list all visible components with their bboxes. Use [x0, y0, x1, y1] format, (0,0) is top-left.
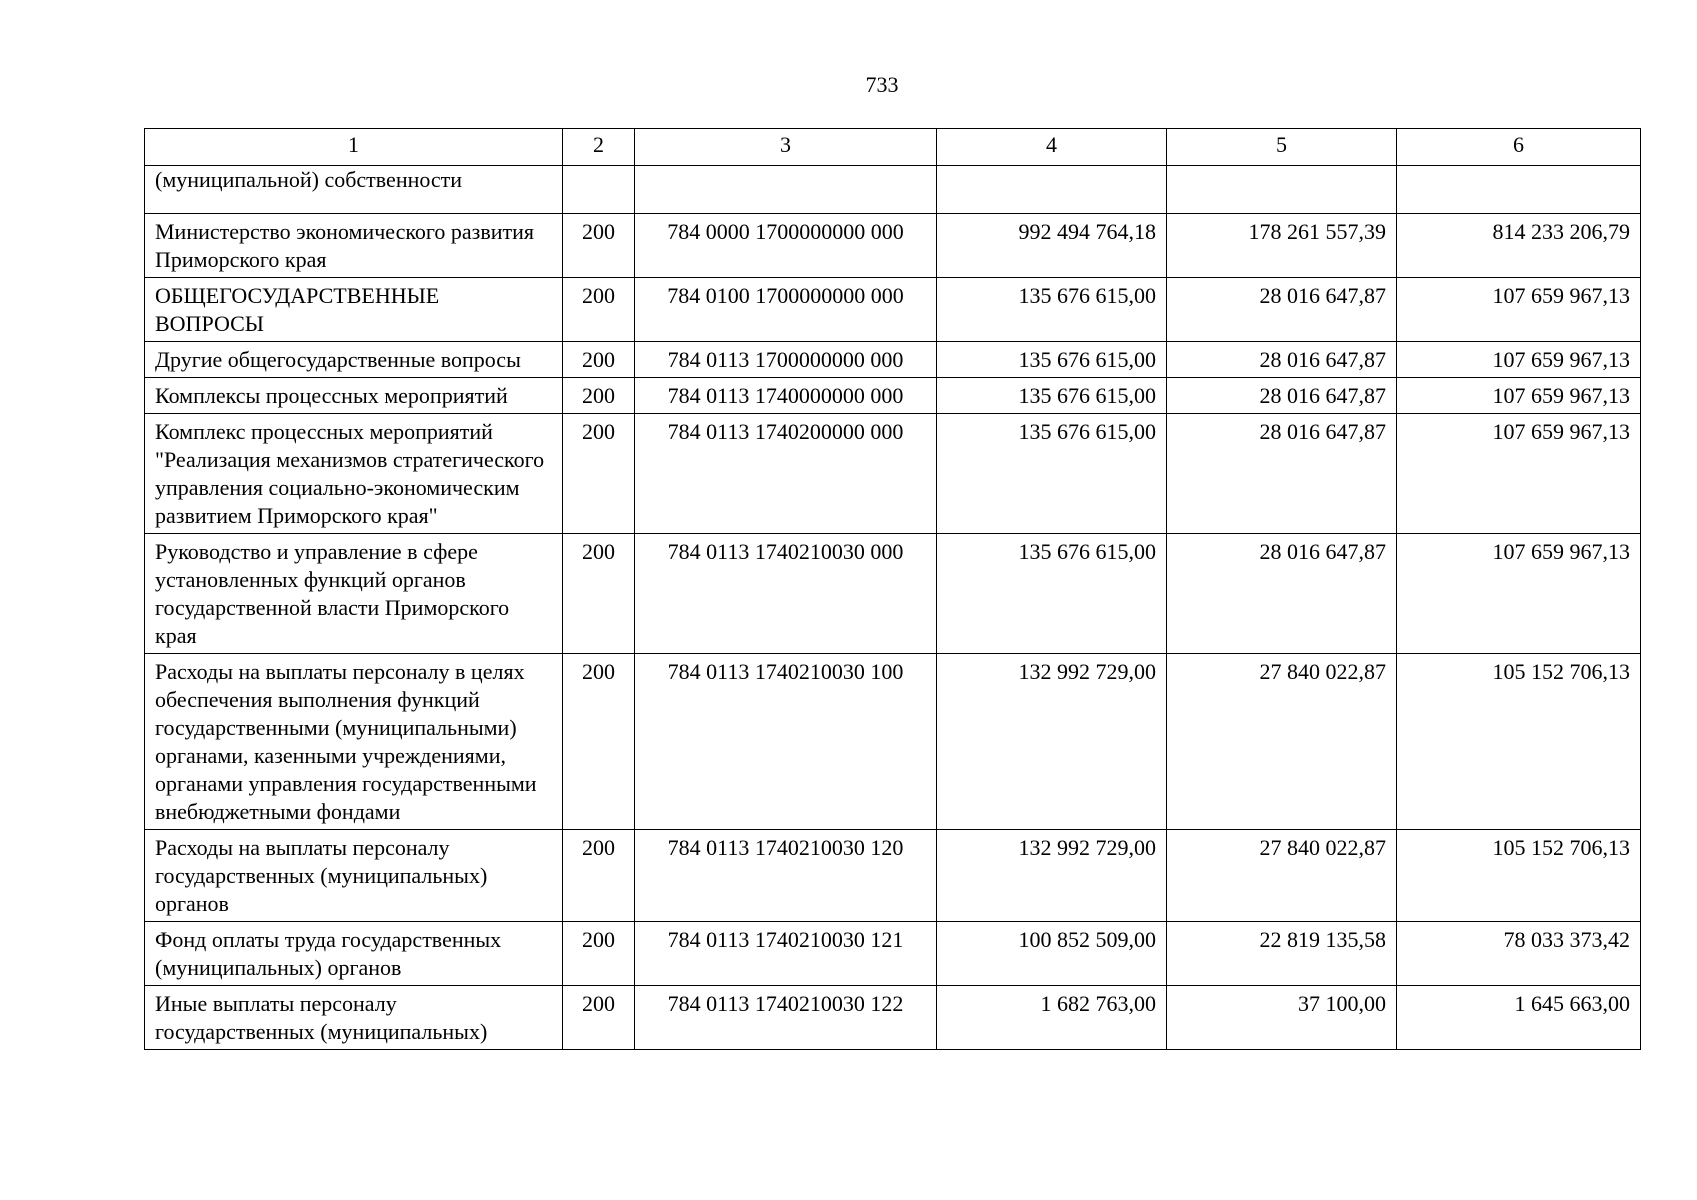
- row-col-6: 107 659 967,13: [1397, 342, 1641, 378]
- row-col-5: 28 016 647,87: [1167, 378, 1397, 414]
- row-col-5: 28 016 647,87: [1167, 534, 1397, 654]
- row-col-2: 200: [563, 534, 635, 654]
- row-col-5: 27 840 022,87: [1167, 830, 1397, 922]
- row-name: ОБЩЕГОСУДАРСТВЕННЫЕ ВОПРОСЫ: [145, 278, 563, 342]
- table-row: [145, 534, 1641, 654]
- row-code: 784 0113 1740210030 120: [635, 830, 937, 922]
- row-code: 784 0113 1740210030 122: [635, 986, 937, 1050]
- row-code: 784 0113 1740200000 000: [635, 414, 937, 534]
- table-row: [145, 922, 1641, 986]
- row-col-4: 135 676 615,00: [937, 378, 1167, 414]
- row-code: 784 0113 1740000000 000: [635, 378, 937, 414]
- table-row: [145, 166, 1641, 214]
- row-col-2: 200: [563, 986, 635, 1050]
- row-col-6: 105 152 706,13: [1397, 654, 1641, 830]
- table-row: [145, 342, 1641, 378]
- row-name: Иные выплаты персоналу государственных (муниципальных): [145, 986, 563, 1050]
- header-col-6: 6: [1397, 129, 1641, 166]
- header-col-3: 3: [635, 129, 937, 166]
- row-col-5: 22 819 135,58: [1167, 922, 1397, 986]
- row-code: 784 0113 1740210030 000: [635, 534, 937, 654]
- table-row: [145, 986, 1641, 1050]
- row-name: Комплекс процессных мероприятий "Реализация механизмов стратегического управления социально-экономическим развитием Приморского края": [145, 414, 563, 534]
- row-name: Расходы на выплаты персоналу в целях обеспечения выполнения функций государственными (муниципальными) органами, казенными учреждениями, органами управления государственными внебюджетными фондами: [145, 654, 563, 830]
- header-col-5: 5: [1167, 129, 1397, 166]
- row-col-6: 107 659 967,13: [1397, 378, 1641, 414]
- row-col-2: 200: [563, 654, 635, 830]
- row-col-2: 200: [563, 214, 635, 278]
- row-name: (муниципальной) собственности: [145, 166, 563, 214]
- row-col-5: [1167, 166, 1397, 214]
- row-col-6: [1397, 166, 1641, 214]
- row-code: 784 0100 1700000000 000: [635, 278, 937, 342]
- row-col-6: 814 233 206,79: [1397, 214, 1641, 278]
- row-col-6: 107 659 967,13: [1397, 534, 1641, 654]
- header-row: [145, 129, 1641, 166]
- row-col-4: 132 992 729,00: [937, 654, 1167, 830]
- row-col-2: 200: [563, 414, 635, 534]
- row-code: 784 0113 1740210030 100: [635, 654, 937, 830]
- row-col-6: 107 659 967,13: [1397, 278, 1641, 342]
- row-col-6: 1 645 663,00: [1397, 986, 1641, 1050]
- header-col-2: 2: [563, 129, 635, 166]
- row-col-2: [563, 166, 635, 214]
- table-row: [145, 378, 1641, 414]
- page-number: 733: [865, 72, 899, 97]
- row-name: Другие общегосударственные вопросы: [145, 342, 563, 378]
- row-code: [635, 166, 937, 214]
- row-col-2: 200: [563, 378, 635, 414]
- budget-table: [144, 128, 1641, 1050]
- row-col-5: 28 016 647,87: [1167, 342, 1397, 378]
- table-row: [145, 278, 1641, 342]
- row-col-5: 27 840 022,87: [1167, 654, 1397, 830]
- table-row: [145, 414, 1641, 534]
- row-code: 784 0113 1700000000 000: [635, 342, 937, 378]
- row-col-6: 105 152 706,13: [1397, 830, 1641, 922]
- table-row: [145, 214, 1641, 278]
- row-name: Фонд оплаты труда государственных (муниципальных) органов: [145, 922, 563, 986]
- row-name: Комплексы процессных мероприятий: [145, 378, 563, 414]
- row-col-5: 28 016 647,87: [1167, 278, 1397, 342]
- row-col-5: 37 100,00: [1167, 986, 1397, 1050]
- header-col-1: 1: [145, 129, 563, 166]
- row-col-4: 132 992 729,00: [937, 830, 1167, 922]
- row-col-4: 1 682 763,00: [937, 986, 1167, 1050]
- row-col-4: 135 676 615,00: [937, 414, 1167, 534]
- header-col-4: 4: [937, 129, 1167, 166]
- row-col-6: 78 033 373,42: [1397, 922, 1641, 986]
- row-name: Руководство и управление в сфере установленных функций органов государственной власти Приморского края: [145, 534, 563, 654]
- table-row: [145, 654, 1641, 830]
- row-name: Министерство экономического развития Приморского края: [145, 214, 563, 278]
- row-col-2: 200: [563, 922, 635, 986]
- row-col-4: 992 494 764,18: [937, 214, 1167, 278]
- row-col-5: 28 016 647,87: [1167, 414, 1397, 534]
- row-code: 784 0113 1740210030 121: [635, 922, 937, 986]
- row-col-4: 100 852 509,00: [937, 922, 1167, 986]
- row-col-6: 107 659 967,13: [1397, 414, 1641, 534]
- row-col-5: 178 261 557,39: [1167, 214, 1397, 278]
- row-col-4: 135 676 615,00: [937, 278, 1167, 342]
- row-code: 784 0000 1700000000 000: [635, 214, 937, 278]
- row-name: Расходы на выплаты персоналу государственных (муниципальных) органов: [145, 830, 563, 922]
- row-col-4: 135 676 615,00: [937, 534, 1167, 654]
- row-col-2: 200: [563, 830, 635, 922]
- row-col-4: [937, 166, 1167, 214]
- row-col-2: 200: [563, 278, 635, 342]
- row-col-4: 135 676 615,00: [937, 342, 1167, 378]
- table-row: [145, 830, 1641, 922]
- row-col-2: 200: [563, 342, 635, 378]
